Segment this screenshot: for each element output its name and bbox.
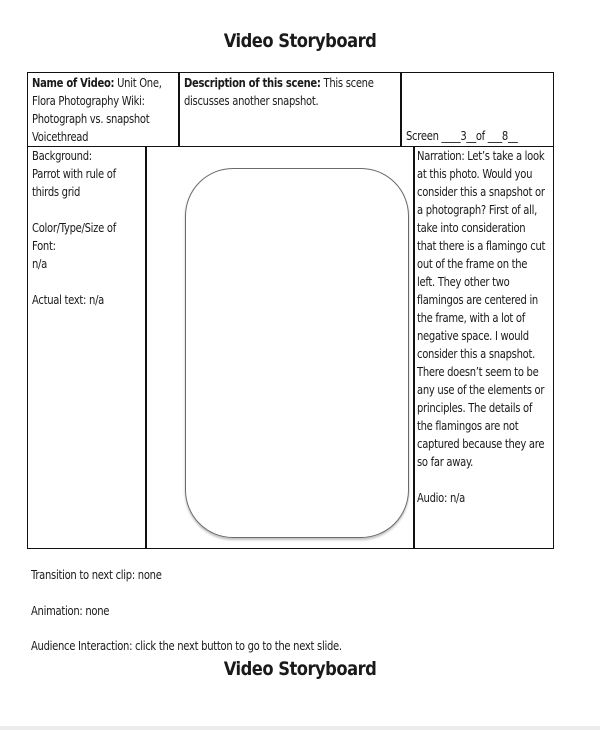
narration-line: a photograph? First of all,: [417, 203, 537, 217]
font-label: Color/Type/Size of: [32, 221, 116, 235]
narration-line: principles. The details of: [417, 401, 533, 415]
spacer: [32, 201, 35, 219]
narration-line: negative space. I would: [417, 329, 529, 343]
page-bottom-edge: [0, 726, 600, 730]
scene-details-cell: [32, 147, 134, 309]
narration-line: consider this a snapshot.: [417, 347, 536, 361]
narration-line: flamingos are centered in: [417, 293, 538, 307]
page-title: Video Storyboard: [223, 30, 377, 52]
narration-line: captured because they are: [417, 437, 545, 451]
video-name-line: Unit One,: [114, 76, 162, 90]
background-value: thirds grid: [32, 185, 81, 199]
video-name-line: Flora Photography Wiki:: [32, 94, 145, 108]
narration-line: any use of the elements or: [417, 383, 545, 397]
narration-line: out of the frame on the: [417, 257, 528, 271]
actual-text: Actual text: n/a: [32, 293, 104, 307]
audio-line: Audio: n/a: [417, 491, 465, 505]
video-name-line: Voicethread: [32, 130, 89, 144]
scene-description-label: Description of this scene:: [184, 76, 321, 90]
font-value: n/a: [32, 257, 47, 271]
background-label: Background:: [32, 149, 92, 163]
font-label: Font:: [32, 239, 56, 253]
narration-line: so far away.: [417, 455, 474, 469]
scene-description-line: discusses another snapshot.: [184, 94, 319, 108]
narration-line: at this photo. Would you: [417, 167, 533, 181]
spacer: [417, 471, 420, 489]
video-name-label: Name of Video:: [32, 76, 115, 90]
scene-description-cell: [184, 74, 415, 110]
narration-line: that there is a flamingo cut: [417, 239, 546, 253]
spacer: [32, 273, 35, 291]
storyboard-frame: [185, 168, 409, 538]
page-title-repeat: Video Storyboard: [223, 658, 377, 680]
narration-line: the flamingos are not: [417, 419, 519, 433]
narration-line: consider this a snapshot or: [417, 185, 545, 199]
transition-note: Transition to next clip: none: [31, 568, 162, 582]
background-value: Parrot with rule of: [32, 167, 116, 181]
divider: [413, 146, 415, 549]
audience-interaction-note: Audience Interaction: click the next button to go to the next slide.: [31, 639, 342, 653]
narration-line: Narration: Let’s take a look: [417, 149, 545, 163]
video-name-cell: [32, 74, 190, 146]
narration-line: the frame, with a lot of: [417, 311, 525, 325]
narration-line: There doesn’t seem to be: [417, 365, 539, 379]
screen-counter: Screen ____3__of ___8__: [406, 129, 518, 143]
screen-counter-cell: [406, 127, 542, 145]
video-name-line: Photograph vs. snapshot: [32, 112, 150, 126]
narration-cell: [417, 147, 573, 507]
scene-description-line: This scene: [320, 76, 374, 90]
animation-note: Animation: none: [31, 604, 110, 618]
divider: [145, 146, 147, 549]
narration-line: take into consideration: [417, 221, 526, 235]
narration-line: left. They other two: [417, 275, 510, 289]
